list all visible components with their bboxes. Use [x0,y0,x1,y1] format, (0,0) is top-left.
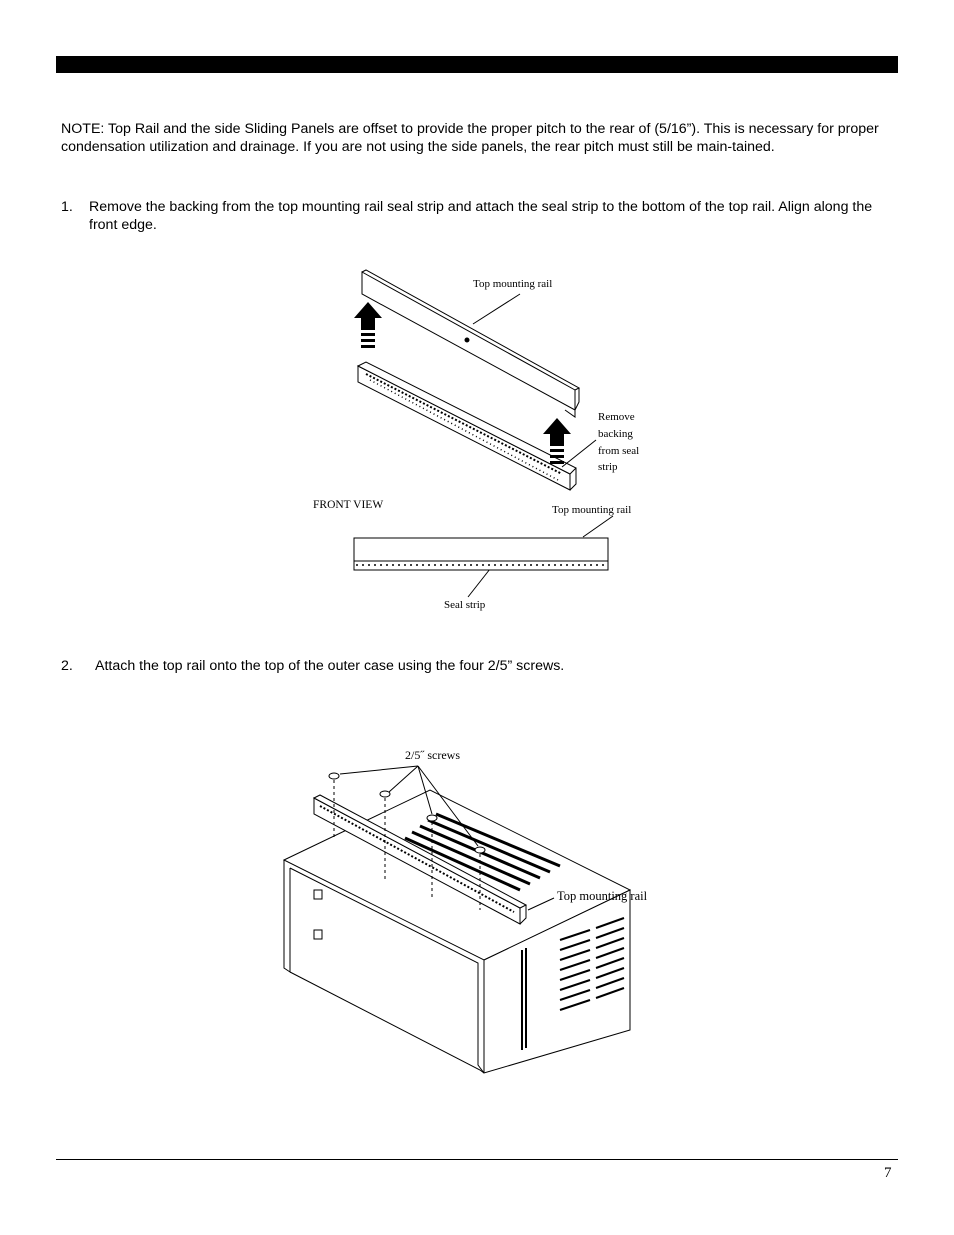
label-screws: 2/5˝ screws [405,748,460,762]
label-top-mounting-rail-front: Top mounting rail [552,504,632,516]
step-number: 2. [61,658,73,674]
label-remove-backing-1: Remove [598,411,635,423]
page-number: 7 [884,1165,892,1181]
step-text: Attach the top rail onto the top of the outer case using the four 2/5” screws. [95,658,565,674]
label-remove-backing-3: from seal [598,445,640,457]
footer-rule [56,1159,898,1160]
label-top-mounting-rail: Top mounting rail [473,278,553,290]
label-remove-backing-2: backing [598,428,633,440]
step-text: Remove the backing from the top mounting rail seal strip and attach the seal strip to the bottom of the top rail. Align along the front edge. [89,199,873,233]
front-view-rail [354,538,608,570]
label-seal-strip: Seal strip [444,599,486,611]
label-top-mounting-rail: Top mounting rail [557,889,648,903]
figure-outer-case [270,740,690,1080]
label-remove-backing-4: strip [598,461,618,473]
step-number: 1. [61,199,73,215]
header-bar [56,56,898,73]
up-arrow-icon [354,302,382,348]
note-paragraph: NOTE: Top Rail and the side Sliding Panels are offset to provide the proper pitch to the rear of (5/16”). This is necessary for proper condensation utilization and drainage. If you are not using the side panels, the rear pitch must still be main-tained. [61,121,879,155]
label-front-view: FRONT VIEW [313,499,384,511]
figure-seal-strip [300,262,660,617]
